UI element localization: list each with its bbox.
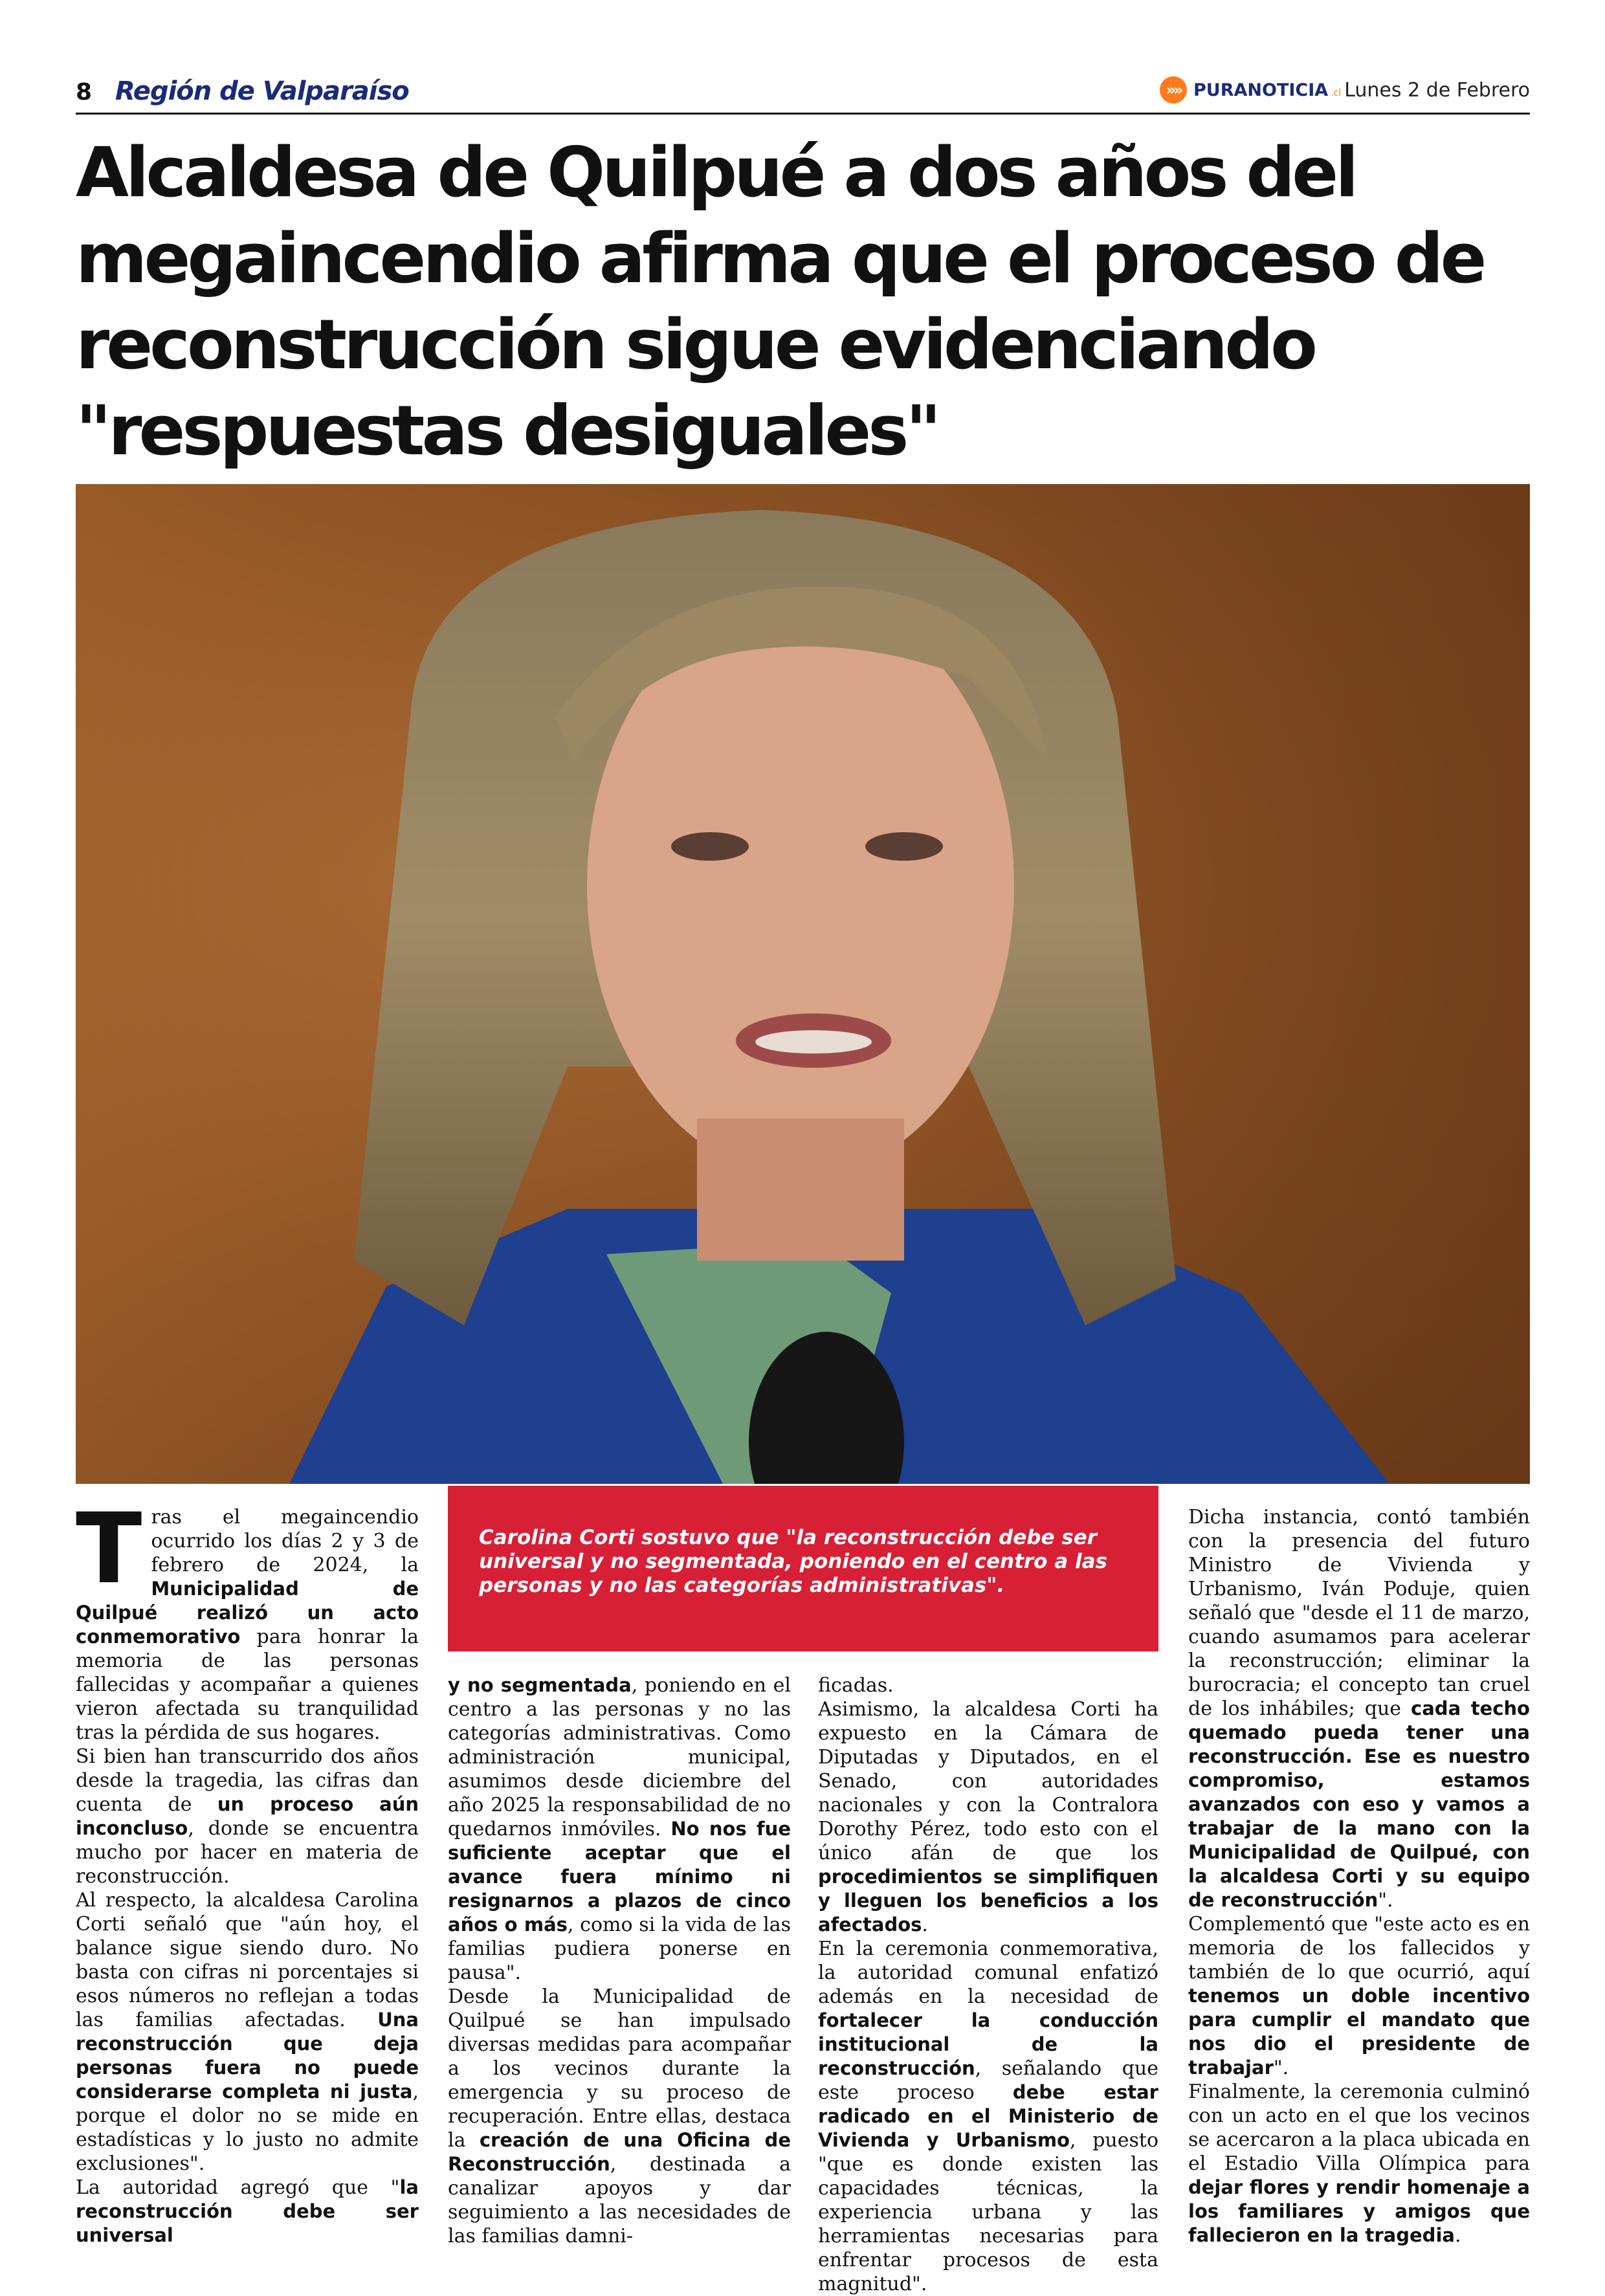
paragraph-text: , destinada a canalizar apoyos y dar seguimiento a las necesidades de las familias damni- [448, 2153, 791, 2247]
article-column-4 [1188, 1505, 1530, 2247]
paragraph-text: . [1454, 2224, 1461, 2247]
paragraph-emphasis: Municipalidad de Quilpué realizó un acto conmemorativo [76, 1578, 419, 1648]
paragraph-text: Si bien han transcurrido dos años desde la tragedia, las cifras dan cuenta de [76, 1745, 419, 1816]
article-photo [76, 484, 1530, 1484]
paragraph-text: , señalando que este proceso [818, 2057, 1158, 2104]
paragraph-text: ras el megaincendio ocurrido los días 2 y 3 de febrero de 2024, la [151, 1506, 419, 1576]
brand-logo [1160, 76, 1341, 104]
paragraph-text: ". [1378, 1889, 1393, 1912]
paragraph [1188, 2080, 1530, 2247]
paragraph-emphasis: la reconstrucción debe ser universal [76, 2176, 419, 2246]
paragraph-emphasis: un proceso aún inconcluso [76, 1793, 419, 1839]
drop-cap: T [76, 1493, 142, 1606]
paragraph-emphasis: y no segmentada [448, 1674, 632, 1696]
pull-quote-text: Carolina Corti sostuvo que "la reconstrucción debe ser universal y no segmentada, poniendo en el centro a las personas y no las categorías administrativas". [479, 1526, 1107, 1597]
paragraph-text: Complementó que "este acto es en memoria de los fallecidos y también de lo que ocurrió, aquí [1188, 1913, 1530, 1983]
paragraph-emphasis: creación de una Oficina de Reconstrucción [448, 2129, 791, 2175]
page-number: 8 [76, 79, 93, 105]
article-column-1 [76, 1493, 419, 2247]
brand-suffix: .cl [1331, 88, 1342, 98]
paragraph [448, 1673, 791, 1985]
paragraph-text: ". [1273, 2057, 1289, 2079]
paragraph-text: , puesto "que es donde existen las capacidades técnicas, la experiencia urbana y las herramientas necesarias para enfrentar procesos de esta magnitud". [818, 2129, 1158, 2295]
portrait-illustration [76, 484, 1530, 1484]
paragraph-emphasis: tenemos un doble incentivo para cumplir el mandato que nos dio el presidente de trabajar [1188, 1985, 1530, 2079]
paragraph-text: , porque el dolor no se mide en estadísticas y lo justo no admite exclusiones". [76, 2081, 419, 2175]
article-headline: Alcaldesa de Quilpué a dos años del megaincendio afirma que el proceso de reconstrucción sigue evidenciando "respuestas desiguales" [76, 133, 1484, 470]
paragraph [76, 2176, 419, 2247]
pull-quote-box [448, 1486, 1158, 1651]
paragraph-text: En la ceremonia conmemorativa, la autoridad comunal enfatizó además en la necesidad de [818, 1937, 1158, 2008]
paragraph-emphasis: cada techo quemado pueda tener una reconstrucción. Ese es nuestro compromiso, estamos avanzados con eso y vamos a trabajar de la mano con la Municipalidad de Quilpué, con la alcaldesa Corti y su equipo de reconstrucción [1188, 1697, 1530, 1911]
paragraph-text: Desde la Municipalidad de Quilpué se han impulsado diversas medidas para acompañar a los vecinos durante la emergencia y su proceso de recuperación. Entre ellas, destaca la [448, 1985, 791, 2152]
paragraph [818, 1697, 1158, 1937]
paragraph: ficadas. [818, 1674, 894, 1697]
paragraph-text: , como si la vida de las familias pudiera ponerse en pausa". [448, 1914, 791, 1984]
paragraph [76, 1888, 419, 2176]
issue-date: Lunes 2 de Febrero [1344, 79, 1530, 102]
paragraph-text: para honrar la memoria de las personas fallecidas y acompañar a quienes vieron afectada su tranquilidad tras la pérdida de sus hogares. [76, 1626, 419, 1744]
article-column-2 [448, 1673, 791, 2248]
brand-name: PURANOTICIA [1193, 80, 1329, 100]
paragraph-emphasis: No nos fue suficiente aceptar que el avance fuera mínimo ni resignarnos a plazos de cinco años o más [448, 1818, 791, 1936]
paragraph-emphasis: procedimientos se simplifiquen y lleguen los beneficios a los afectados [818, 1866, 1158, 1936]
section-title: Región de Valparaíso [115, 76, 409, 106]
paragraph [1188, 1505, 1530, 1912]
paragraph [448, 1985, 791, 2248]
paragraph-text: . [922, 1914, 928, 1936]
article-column-3 [818, 1673, 1158, 2296]
paragraph-emphasis: debe estar radicado en el Ministerio de Vivienda y Urbanismo [818, 2081, 1158, 2151]
paragraph-emphasis: dejar flores y rendir homenaje a los familiares y amigos que fallecieron en la tragedia [1188, 2176, 1530, 2246]
paragraph-text: , donde se encuentra mucho por hacer en materia de reconstrucción. [76, 1817, 419, 1888]
paragraph-text: La autoridad agregó que " [76, 2176, 400, 2199]
paragraph [1188, 1912, 1530, 2080]
paragraph-text: Dicha instancia, contó también con la presencia del futuro Ministro de Vivienda y Urbanismo, Iván Poduje, quien señaló que "desde el 11 de marzo, cuando asumamos para acelerar la reconstrucción; eliminar la burocracia; el concepto tan cruel de los inhábiles; que [1188, 1506, 1530, 1720]
paragraph-text: Al respecto, la alcaldesa Carolina Corti señaló que "aún hoy, el balance sigue siendo duro. No basta con cifras ni porcentajes si esos números no reflejan a todas las familias afectadas. [76, 1889, 419, 2031]
paragraph-text: Asimismo, la alcaldesa Corti ha expuesto en la Cámara de Diputadas y Diputados, en el Senado, con autoridades nacionales y con la Contralora Dorothy Pérez, todo esto con el único afán de que los [818, 1698, 1158, 1864]
paragraph-emphasis: fortalecer la conducción institucional de la reconstrucción [818, 2009, 1158, 2079]
chevrons-icon: »» [1160, 76, 1187, 104]
paragraph [818, 1937, 1158, 2296]
paragraph-text: Finalmente, la ceremonia culminó con un acto en el que los vecinos se acercaron a la placa ubicada en el Estadio Villa Olímpica para [1188, 2081, 1530, 2175]
paragraph-emphasis: Una reconstrucción que deja personas fuera no puede considerarse completa ni justa [76, 2009, 419, 2103]
header-divider [76, 113, 1530, 115]
paragraph-text: , poniendo en el centro a las personas y no las categorías administrativas. Como administración municipal, asumimos desde diciembre del año 2025 la responsabilidad de no quedarnos inmóviles. [448, 1674, 791, 1840]
paragraph [76, 1745, 419, 1888]
